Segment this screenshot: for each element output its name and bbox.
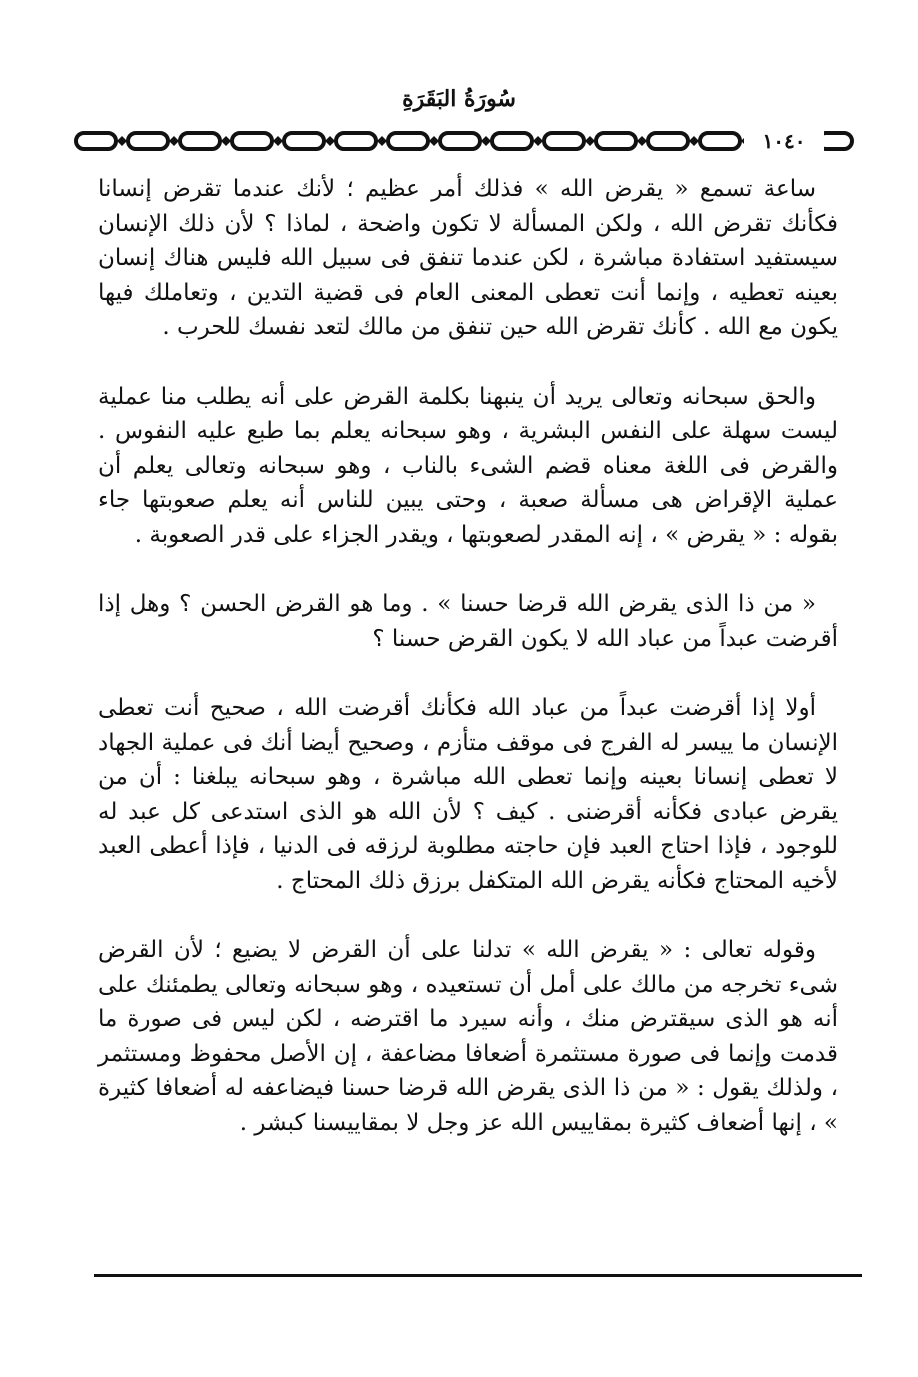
body-text — [98, 172, 838, 1175]
chain-diamond — [377, 136, 387, 146]
chain-link — [388, 133, 428, 149]
chain-link — [648, 133, 688, 149]
chain-link — [544, 133, 584, 149]
page-number: ١٠٤٠ — [744, 128, 824, 154]
ornamental-chain-border — [74, 126, 854, 156]
chain-link — [128, 133, 168, 149]
paragraph: والحق سبحانه وتعالى يريد أن ينبهنا بكلمة القرض على أنه يطلب منا عملية ليست سهلة على النفس البشرية ، وهو سبحانه يعلم بما طبع عليه النفوس . والقرض فى اللغة معناه قضم الشىء بالناب ، وهو سبحانه وتعالى يعلم أن عملية الإقراض هى مسألة صعبة ، وحتى يبين للناس أنه يعلم صعوبتها جاء بقوله : « يقرض » ، إنه المقدر لصعوبتها ، ويقدر الجزاء على قدر الصعوبة . — [98, 383, 838, 548]
paragraph: وقوله تعالى : « يقرض الله » تدلنا على أن القرض لا يضيع ؛ لأن القرض شىء تخرجه من مالك على أمل أن تستعيده ، وهو سبحانه وتعالى يطمئنك على أنه هو الذى سيقترض منك ، وأنه سيرد ما اقترضه ، لكن ليس فى صورة ما قدمت وإنما فى صورة مستثمرة أضعافا مضاعفة ، إن الأصل محفوظ ومستثمر ، ولذلك يقول : « من ذا الذى يقرض الله قرضا حسنا فيضاعفه له أضعافا كثيرة » ، إنها أضعاف كثيرة بمقاييس الله عز وجل لا بمقاييسنا كبشر . — [98, 937, 838, 1137]
chain-diamond — [273, 136, 283, 146]
chain-link — [440, 133, 480, 149]
chain-link — [336, 133, 376, 149]
paragraph: « من ذا الذى يقرض الله قرضا حسنا » . وما هو القرض الحسن ؟ وهل إذا أقرضت عبداً من عباد الله لا يكون القرض حسنا ؟ — [98, 591, 838, 652]
paragraph: أولا إذا أقرضت عبداً من عباد الله فكأنك أقرضت الله ، صحيح أنت تعطى الإنسان ما ييسر له الفرج فى موقف متأزم ، وصحيح أيضا أنك فى عملية الجهاد لا تعطى إنسانا بعينه وإنما تعطى الله مباشرة ، وهو سبحانه يبلغنا : أن من يقرض عبادى فكأنه أقرضنى . كيف ؟ لأن الله هو الذى استدعى كل عبد له للوجود ، فإذا احتاج العبد فإن حاجته مطلوبة لرزقه فى الدنيا ، فإذا أعطى العبد لأخيه المحتاج فكأنه يقرض الله المتكفل برزق ذلك المحتاج . — [98, 694, 838, 894]
chain-diamond — [325, 136, 335, 146]
chain-link — [284, 133, 324, 149]
chain-diamond — [533, 136, 543, 146]
chain-diamond — [637, 136, 647, 146]
chain-link — [700, 133, 740, 149]
chain-diamond — [689, 136, 699, 146]
chain-diamond — [585, 136, 595, 146]
footer-divider — [94, 1274, 862, 1277]
chain-diamond — [429, 136, 439, 146]
chain-link — [180, 133, 220, 149]
chain-link — [596, 133, 636, 149]
chain-diamond — [481, 136, 491, 146]
chain-diamond — [169, 136, 179, 146]
chain-link — [232, 133, 272, 149]
surah-title: سُورَةُ البَقَرَةِ — [402, 86, 516, 112]
chain-link — [492, 133, 532, 149]
chain-diamond — [221, 136, 231, 146]
paragraph: ساعة تسمع « يقرض الله » فذلك أمر عظيم ؛ لأنك عندما تقرض إنسانا فكأنك تقرض الله ، ولكن المسألة لا تكون واضحة ، لماذا ؟ لأن ذلك الإنسان سيستفيد استفادة مباشرة ، لكن عندما تنفق فى سبيل الله فليس هناك إنسان بعينه تعطيه ، وإنما أنت تعطى المعنى العام فى قضية التدين ، وتعاملك فيها يكون مع الله . كأنك تقرض الله حين تنفق من مالك لتعد نفسك للحرب . — [98, 176, 838, 341]
chain-link — [76, 133, 116, 149]
chain-diamond — [117, 136, 127, 146]
